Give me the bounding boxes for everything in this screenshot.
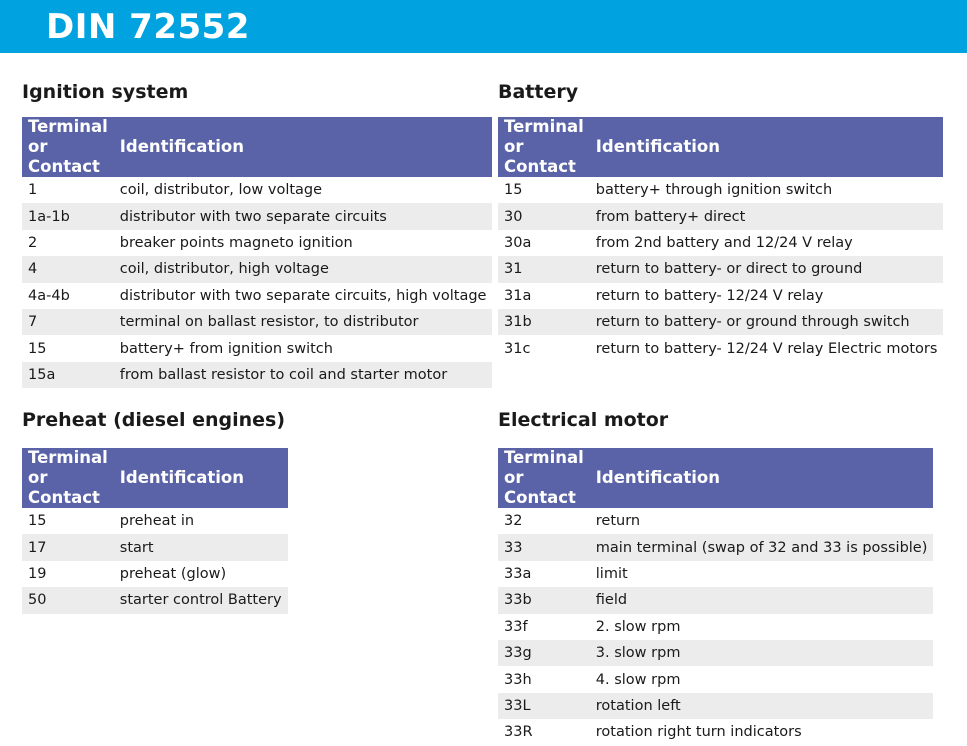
table-row — [22, 177, 492, 203]
page-title: DIN 72552 — [46, 7, 250, 47]
terminal-cell: 33a — [504, 565, 532, 582]
terminal-cell: 17 — [22, 534, 114, 560]
table-row — [22, 561, 288, 587]
table-row — [22, 335, 492, 361]
table-row — [22, 362, 492, 388]
terminal-column-header: Terminal or Contact — [498, 448, 590, 508]
identification-cell: coil, distributor, high voltage — [114, 256, 493, 282]
identification-cell: breaker points magneto ignition — [119, 234, 353, 251]
section-title: Electrical motor — [498, 409, 669, 431]
identification-column-header: Identification — [590, 117, 944, 177]
terminal-cell: 31c — [504, 340, 531, 357]
identification-cell: starter control Battery — [114, 587, 288, 613]
table-row — [22, 309, 492, 335]
table-row — [498, 203, 943, 229]
identification-cell: battery+ through ignition switch — [595, 182, 833, 199]
identification-cell: preheat (glow) — [119, 565, 227, 582]
identification-cell: return to battery- 12/24 V relay Electric motors — [595, 340, 938, 357]
table-row — [498, 534, 933, 560]
terminal-cell: 33R — [504, 724, 533, 741]
section-title: Ignition system — [22, 81, 189, 103]
terminal-cell: 19 — [28, 565, 47, 582]
identification-cell: return to battery- or direct to ground — [590, 256, 944, 282]
identification-column-header: Identification — [114, 448, 288, 508]
identification-cell: 3. slow rpm — [590, 640, 934, 666]
table-row — [498, 719, 933, 745]
identification-cell: field — [590, 587, 934, 613]
terminal-cell: 32 — [504, 513, 523, 530]
table-row — [22, 230, 492, 256]
table-row — [498, 561, 933, 587]
terminal-cell: 30a — [504, 234, 532, 251]
terminal-cell: 33 — [498, 534, 590, 560]
terminal-cell: 31a — [504, 287, 532, 304]
table-row — [498, 335, 943, 361]
table-row — [22, 587, 288, 613]
identification-cell: from 2nd battery and 12/24 V relay — [595, 234, 853, 251]
terminal-cell: 15 — [28, 513, 47, 530]
ignition-table — [22, 117, 492, 388]
table-row — [498, 614, 933, 640]
table-row — [22, 283, 492, 309]
table-row — [22, 203, 492, 229]
table-row — [498, 640, 933, 666]
terminal-cell: 4a-4b — [28, 287, 70, 304]
terminal-cell: 33g — [498, 640, 590, 666]
terminal-cell: 15 — [504, 182, 523, 199]
table-row — [498, 309, 943, 335]
terminal-cell: 33h — [504, 671, 532, 688]
identification-cell: from ballast resistor to coil and starter motor — [114, 362, 493, 388]
terminal-cell: 1a-1b — [22, 203, 114, 229]
identification-cell: battery+ from ignition switch — [119, 340, 333, 357]
table-row — [498, 693, 933, 719]
terminal-cell: 1 — [28, 182, 38, 199]
table-row — [22, 508, 288, 534]
preheat-table — [22, 448, 288, 614]
table-header-row — [22, 448, 288, 508]
table-row — [498, 666, 933, 692]
terminal-cell: 15a — [22, 362, 114, 388]
identification-cell: return to battery- or ground through switch — [590, 309, 944, 335]
terminal-column-header: Terminal or Contact — [22, 448, 114, 508]
table-row — [498, 230, 943, 256]
terminal-cell: 7 — [22, 309, 114, 335]
terminal-cell: 33f — [504, 618, 528, 635]
identification-cell: coil, distributor, low voltage — [119, 182, 323, 199]
identification-cell: return — [595, 513, 641, 530]
table-row — [498, 508, 933, 534]
table-header-row — [22, 117, 492, 177]
terminal-cell: 50 — [22, 587, 114, 613]
terminal-cell: 31b — [498, 309, 590, 335]
section-title: Battery — [498, 81, 579, 103]
terminal-cell: 4 — [22, 256, 114, 282]
identification-cell: start — [114, 534, 288, 560]
battery-table — [498, 117, 943, 362]
identification-cell: main terminal (swap of 32 and 33 is possible) — [590, 534, 934, 560]
identification-column-header: Identification — [590, 448, 934, 508]
identification-cell: terminal on ballast resistor, to distributor — [114, 309, 493, 335]
table-row — [22, 256, 492, 282]
section-title: Preheat (diesel engines) — [22, 409, 286, 431]
terminal-cell: 33b — [498, 587, 590, 613]
identification-cell: return to battery- 12/24 V relay — [595, 287, 824, 304]
terminal-cell: 15 — [28, 340, 47, 357]
table-row — [498, 587, 933, 613]
table-row — [22, 534, 288, 560]
terminal-cell: 33L — [498, 693, 590, 719]
table-row — [498, 256, 943, 282]
table-row — [498, 283, 943, 309]
table-row — [498, 177, 943, 203]
identification-cell: preheat in — [119, 513, 195, 530]
electrical-motor-table — [498, 448, 933, 746]
identification-cell: rotation left — [590, 693, 934, 719]
identification-cell: limit — [595, 565, 628, 582]
terminal-cell: 30 — [498, 203, 590, 229]
identification-column-header: Identification — [114, 117, 493, 177]
table-header-row — [498, 117, 943, 177]
identification-cell: distributor with two separate circuits — [114, 203, 493, 229]
title-banner — [0, 0, 967, 53]
terminal-cell: 31 — [498, 256, 590, 282]
table-header-row — [498, 448, 933, 508]
terminal-cell: 2 — [28, 234, 38, 251]
terminal-column-header: Terminal or Contact — [498, 117, 590, 177]
identification-cell: from battery+ direct — [590, 203, 944, 229]
identification-cell: distributor with two separate circuits, high voltage — [119, 287, 487, 304]
terminal-column-header: Terminal or Contact — [22, 117, 114, 177]
identification-cell: 4. slow rpm — [595, 671, 681, 688]
identification-cell: 2. slow rpm — [595, 618, 681, 635]
identification-cell: rotation right turn indicators — [595, 724, 802, 741]
